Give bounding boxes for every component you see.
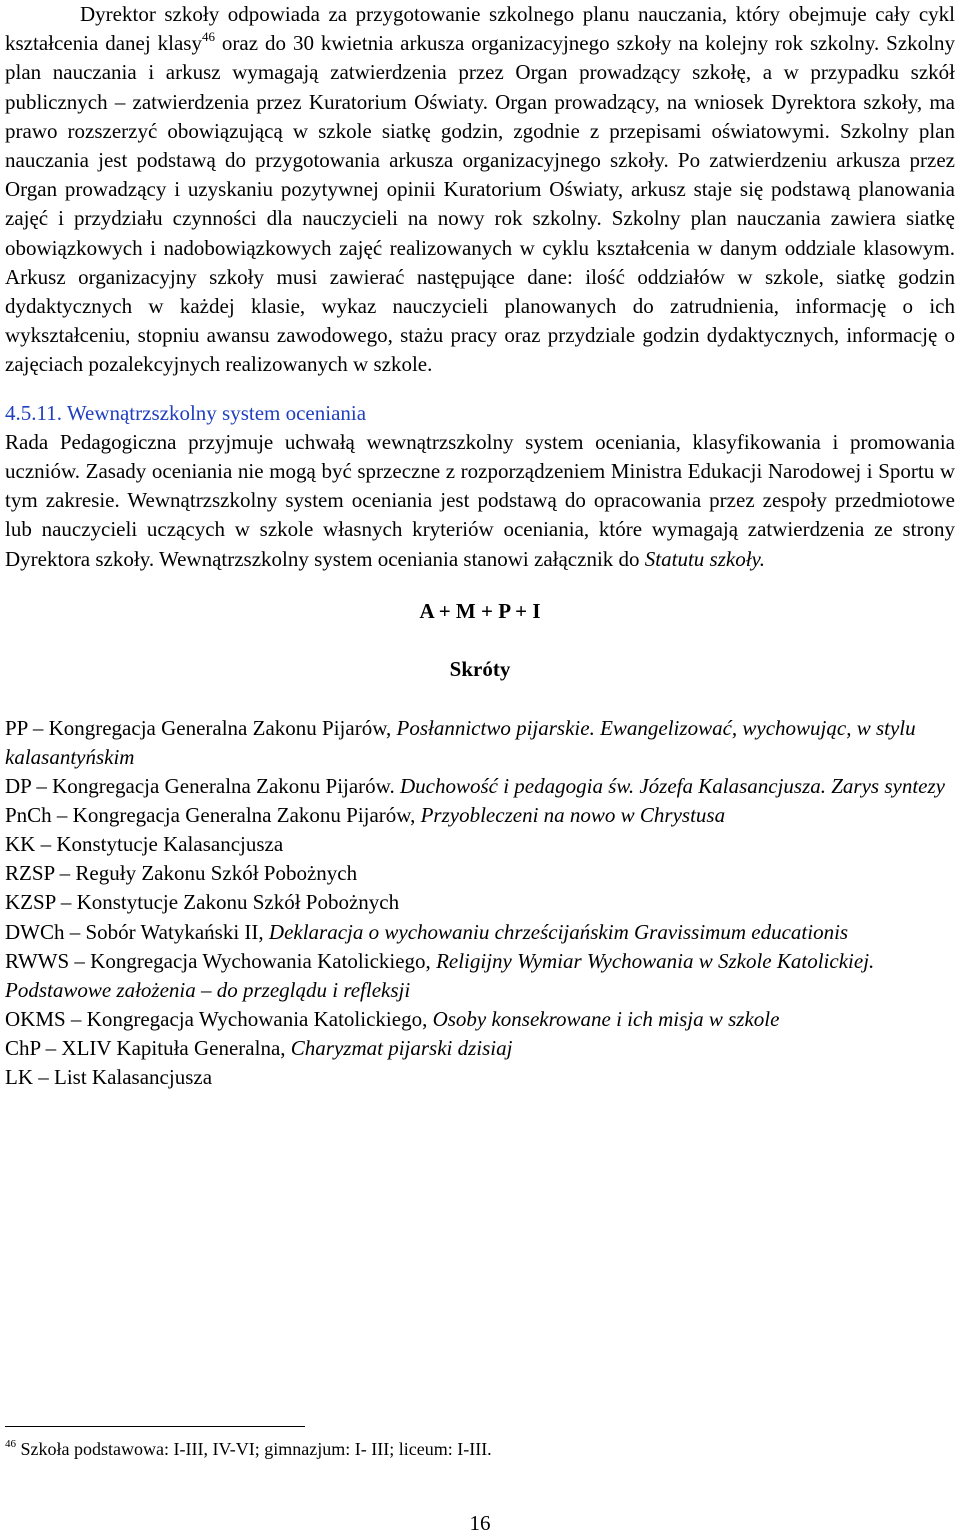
section-heading [5,399,955,428]
abbreviation-text: PnCh – Kongregacja Generalna Zakonu Pijarów, [5,803,421,828]
abbreviation-text: KK – Konstytucje Kalasancjusza [5,832,284,857]
section-body-italic: Statutu szkoły. [644,546,765,571]
abbreviation-item [5,918,955,947]
footnote-text: Szkoła podstawowa: I-III, IV-VI; gimnazjum: I- III; liceum: I-III. [16,1439,492,1459]
abbreviation-title: Duchowość i pedagogia św. Józefa Kalasancjusza. Zarys syntezy [399,774,945,799]
footnote-divider [5,1426,305,1427]
section-body-text: Rada Pedagogiczna przyjmuje uchwałą wewnątrzszkolny system oceniania, klasyfikowania i promowania uczniów. Zasady oceniania nie mogą być sprzeczne z rozporządzeniem Ministra Edukacji Narodowej i Sportu w tym zakresie. Wewnątrzszkolny system oceniania jest podstawą do opracowania przez zespoły przedmiotowe lub nauczycieli uczących w szkole własnych kryteriów oceniania, które wymagają zatwierdzenia ze strony Dyrektora szkoły. Wewnątrzszkolny system oceniania stanowi załącznik do [5,429,955,571]
abbreviation-item [5,1063,955,1092]
abbreviation-item [5,830,955,859]
page-number: 16 [469,1511,491,1535]
abbreviation-item [5,888,955,917]
footnote-reference[interactable]: 46 [201,29,215,45]
abbreviation-item [5,947,955,1005]
abbreviation-item [5,714,955,772]
abbreviation-title: Religijny Wymiar Wychowania w Szkole Katolickiej. Podstawowe założenia – do przeglądu i refleksji [5,948,875,1002]
abbreviation-text: DWCh – Sobór Watykański II, [5,919,269,944]
abbreviation-item [5,859,955,888]
abbreviation-item [5,1034,955,1063]
abbreviation-item [5,801,955,830]
abbreviation-text: LK – List Kalasancjusza [5,1064,213,1089]
abbreviations-list [5,714,955,1092]
abbreviation-title: Posłannictwo pijarskie. Ewangelizować, wychowując, w stylu kalasantyńskim [5,715,916,769]
abbreviations-heading: Skróty [449,656,511,681]
abbreviation-title: Przyobleczeni na nowo w Chrystusa [420,803,726,828]
abbreviation-item [5,772,955,801]
abbreviation-title: Charyzmat pijarski dzisiaj [290,1035,513,1060]
abbreviation-title: Osoby konsekrowane i ich misja w szkole [432,1006,780,1031]
section-title: Wewnątrzszkolny system oceniania [66,400,367,425]
abbreviation-text: ChP – XLIV Kapituła Generalna, [5,1035,291,1060]
paragraph-text: Dyrektor szkoły odpowiada za przygotowanie szkolnego planu nauczania, który obejmuje cały cykl kształcenia danej klasy [5,2,955,56]
abbreviation-text: RZSP – Reguły Zakonu Szkół Pobożnych [5,861,358,886]
footnote-number: 46 [5,1438,16,1450]
abbreviation-text: PP – Kongregacja Generalna Zakonu Pijarów, [5,715,397,740]
document-page [5,0,955,1536]
section-number: 4.5.11. [5,400,62,425]
abbreviation-text: DP – Kongregacja Generalna Zakonu Pijarów. [5,774,400,799]
abbreviation-text: KZSP – Konstytucje Zakonu Szkół Pobożnych [5,890,400,915]
abbreviation-item [5,1005,955,1034]
abbreviation-text: OKMS – Kongregacja Wychowania Katolickiego, [5,1006,433,1031]
paragraph-assessment-system [5,428,955,574]
footnote [5,1438,492,1460]
abbreviation-title: Deklaracja o wychowaniu chrześcijańskim Gravissimum educationis [268,919,849,944]
paragraph-text-continued: oraz do 30 kwietnia arkusza organizacyjnego szkoły na kolejny rok szkolny. Szkolny plan nauczania i arkusz wymagają zatwierdzenia przez Organ prowadzący szkołę, a w przypadku szkół publicznych – zatwierdzenia przez Kuratorium Oświaty. Organ prowadzący, na wniosek Dyrektora szkoły, ma prawo rozszerzyć obowiązującą w szkole siatkę godzin, zgodnie z przepisami oświatowymi. Szkolny plan nauczania jest podstawą do przygotowania arkusza organizacyjnego szkoły. Po zatwierdzeniu arkusza przez Organ prowadzący i uzyskaniu pozytywnej opinii Kuratorium Oświaty, arkusz staje się podstawą planowania zajęć i przydziału czynności dla nauczycieli na nowy rok szkolny. Szkolny plan nauczania zawiera siatkę obowiązkowych i nadobowiązkowych zajęć realizowanych w cyklu kształcenia w danym oddziale klasowym. Arkusz organizacyjny szkoły musi zawierać następujące dane: ilość oddziałów w szkole, siatkę godzin dydaktycznych w każdej klasie, wykaz nauczycieli planowanych do zatrudnienia, informację o ich wykształceniu, stopniu awansu zawodowego, stażu pracy oraz przydziale godzin dydaktycznych, informację o zajęciach pozalekcyjnych realizowanych w szkole. [5,31,955,377]
abbreviation-text: RWWS – Kongregacja Wychowania Katolickiego, [5,948,437,973]
formula-heading: A + M + P + I [419,598,541,623]
paragraph-school-plan [5,0,955,380]
